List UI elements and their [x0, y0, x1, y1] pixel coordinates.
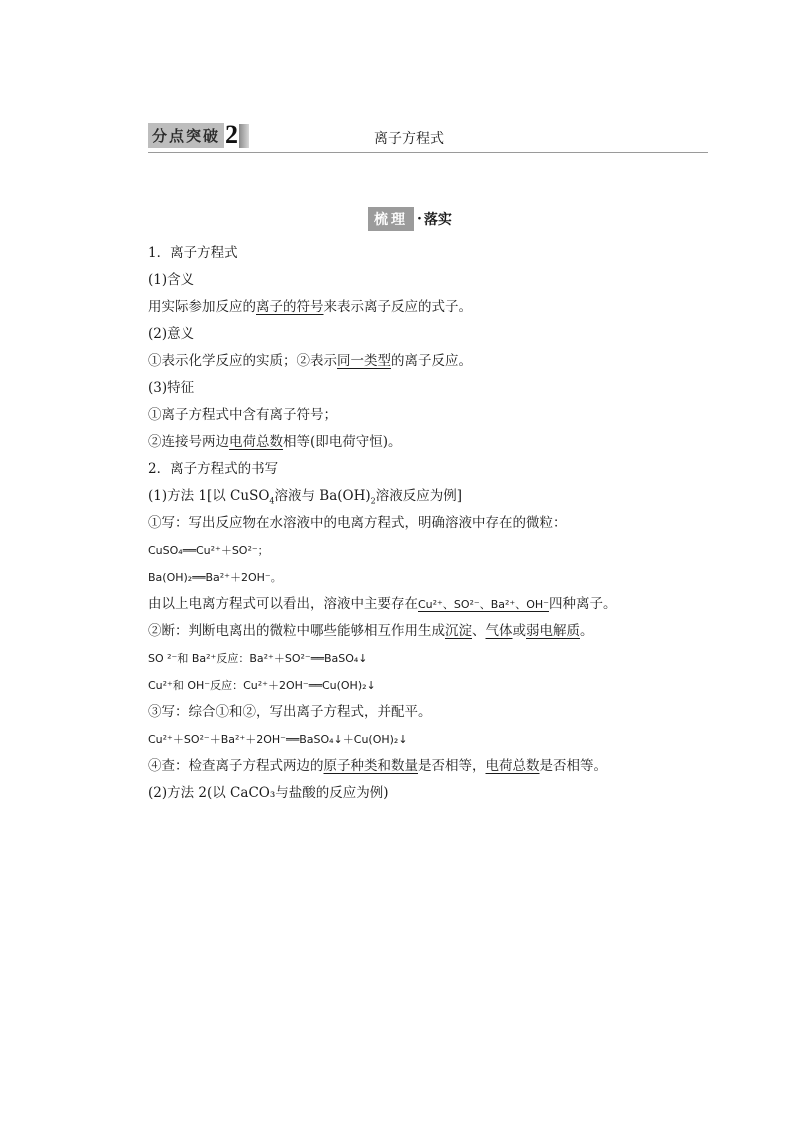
underlined-answer: 离子的符号	[256, 299, 324, 315]
feature-2	[148, 429, 718, 456]
text-span: 来表示离子反应的式子。	[323, 299, 472, 315]
heading-2: 2．离子方程式的书写	[148, 461, 279, 477]
text-span: 是否相等，	[418, 758, 486, 774]
equation-1: CuSO₄══Cu²⁺＋SO²⁻；	[148, 544, 269, 557]
sub-section-title	[368, 207, 452, 231]
text-span: 溶液反应为例]	[375, 488, 463, 504]
text-span: ①表示化学反应的实质；②表示	[148, 353, 337, 369]
text-span: 用实际参加反应的	[148, 299, 256, 315]
text-span: 的离子反应。	[391, 353, 472, 369]
step-1: ①写：写出反应物在水溶液中的电离方程式，明确溶液中存在的微粒：	[148, 515, 567, 531]
method-2-title: (2)方法 2(以 CaCO₃与盐酸的反应为例)	[148, 785, 389, 801]
text-span: 由以上电离方程式可以看出，溶液中主要存在	[148, 596, 418, 612]
equation-5: Cu²⁺＋SO²⁻＋Ba²⁺＋2OH⁻══BaSO₄↓＋Cu(OH)₂↓	[148, 733, 408, 746]
text-span: 。	[580, 623, 594, 639]
document-body	[148, 240, 718, 807]
underlined-answer: 原子种类和数量	[323, 758, 418, 774]
text-span: 是否相等。	[539, 758, 607, 774]
significance-title: (2)意义	[148, 326, 195, 342]
significance-text	[148, 348, 718, 375]
text-span: 四种离子。	[548, 596, 617, 612]
badge-label: 分点突破	[148, 123, 224, 148]
text-span: ②连接号两边	[148, 434, 229, 450]
text-span: 或	[512, 623, 526, 639]
underlined-answer: 电荷总数	[485, 758, 540, 774]
step-3: ③写：综合①和②，写出离子方程式，并配平。	[148, 704, 432, 720]
section-header	[148, 118, 708, 153]
underlined-answer: 弱电解质	[526, 623, 580, 639]
method-1-title: (1)方法 1[以 CuSO$_4$溶液与 $Ba(OH)_2$溶液反应为例]	[148, 488, 463, 506]
text-span: ②断：判断电离出的微粒中哪些能够相互作用生成	[148, 623, 445, 639]
underlined-answer: 气体	[485, 623, 513, 639]
text-span: (1)方法 1[以 CuSO	[148, 488, 270, 504]
equation-2: Ba(OH)₂══Ba²⁺＋2OH⁻。	[148, 571, 282, 584]
sub-section-label: 落实	[423, 212, 452, 228]
step-4	[148, 753, 718, 780]
page-title: 离子方程式	[374, 131, 444, 147]
text-span: ④查：检查离子方程式两边的	[148, 758, 324, 774]
underlined-answer: Cu²⁺、SO²⁻、Ba²⁺、OH⁻	[418, 598, 549, 611]
feature-title: (3)特征	[148, 380, 195, 396]
underlined-answer: 沉淀	[445, 623, 472, 639]
underlined-answer: 电荷总数	[229, 434, 283, 450]
badge-decoration	[239, 124, 249, 148]
meaning-title: (1)含义	[148, 272, 195, 288]
step-1-conclusion	[148, 591, 718, 618]
meaning-text	[148, 294, 718, 321]
text-span: 溶液与 Ba(OH)	[274, 488, 371, 504]
step-2	[148, 618, 718, 645]
section-badge	[148, 122, 249, 148]
heading-1: 1．离子方程式	[148, 245, 238, 261]
sub-section-badge: 梳理	[368, 207, 414, 231]
sub-section-dot: ·	[417, 211, 422, 227]
text-span: 、	[472, 623, 486, 639]
feature-1: ①离子方程式中含有离子符号；	[148, 407, 337, 423]
badge-number: 2	[225, 120, 239, 149]
equation-3: SO ²⁻和 Ba²⁺反应：Ba²⁺＋SO²⁻══BaSO₄↓	[148, 652, 368, 665]
text-span: 相等(即电荷守恒)。	[283, 434, 402, 450]
equation-4: Cu²⁺和 OH⁻反应：Cu²⁺＋2OH⁻══Cu(OH)₂↓	[148, 679, 376, 692]
underlined-answer: 同一类型	[337, 353, 391, 369]
